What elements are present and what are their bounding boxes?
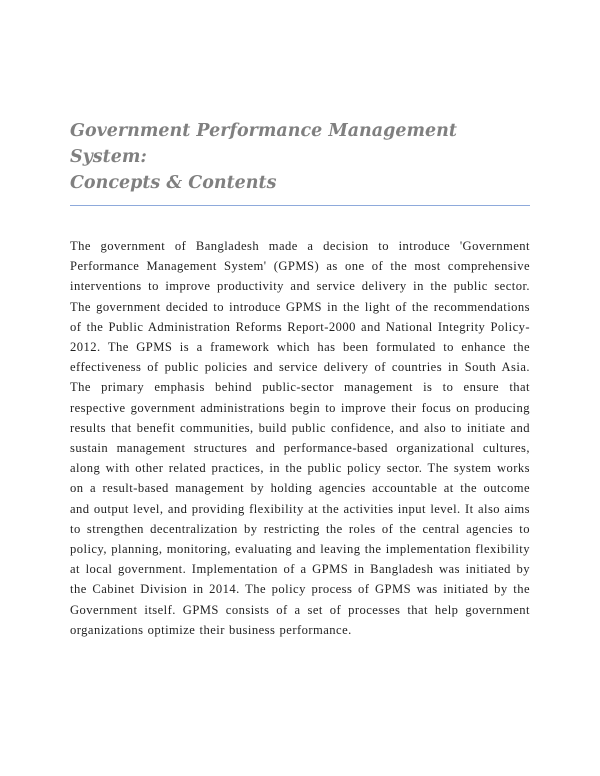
body-paragraph: The government of Bangladesh made a decision to introduce 'Government Performance Management System' (GPMS) as one of the most comprehensive interventions to improve productivity and service delivery in the public sector. The government decided to introduce GPMS in the light of the recommendations of the Public Administration Reforms Report-2000 and National Integrity Policy- 2012. The GPMS is a framework which has been formulated to enhance the effectiveness of public policies and service delivery of countries in South Asia. The primary emphasis behind public-sector management is to ensure that respective government administrations begin to improve their focus on producing results that benefit communities, build public confidence, and also to initiate and sustain management structures and performance-based organizational cultures, along with other related practices, in the public policy sector. The system works on a result-based management by holding agencies accountable at the outcome and output level, and providing flexibility at the activities input level. It also aims to strengthen decentralization by restricting the roles of the central agencies to policy, planning, monitoring, evaluating and leaving the implementation flexibility at local government. Implementation of a GPMS in Bangladesh was initiated by the Cabinet Division in 2014. The policy process of GPMS was initiated by the Government itself. GPMS consists of a set of processes that help government organizations optimize their business performance. [70, 239, 530, 637]
page-title [70, 118, 530, 196]
title-underline-rule [70, 205, 530, 206]
title-line-2: Concepts & Contents [70, 173, 277, 193]
title-line-1: Government Performance Management System: [70, 121, 457, 167]
title-block [70, 118, 530, 206]
